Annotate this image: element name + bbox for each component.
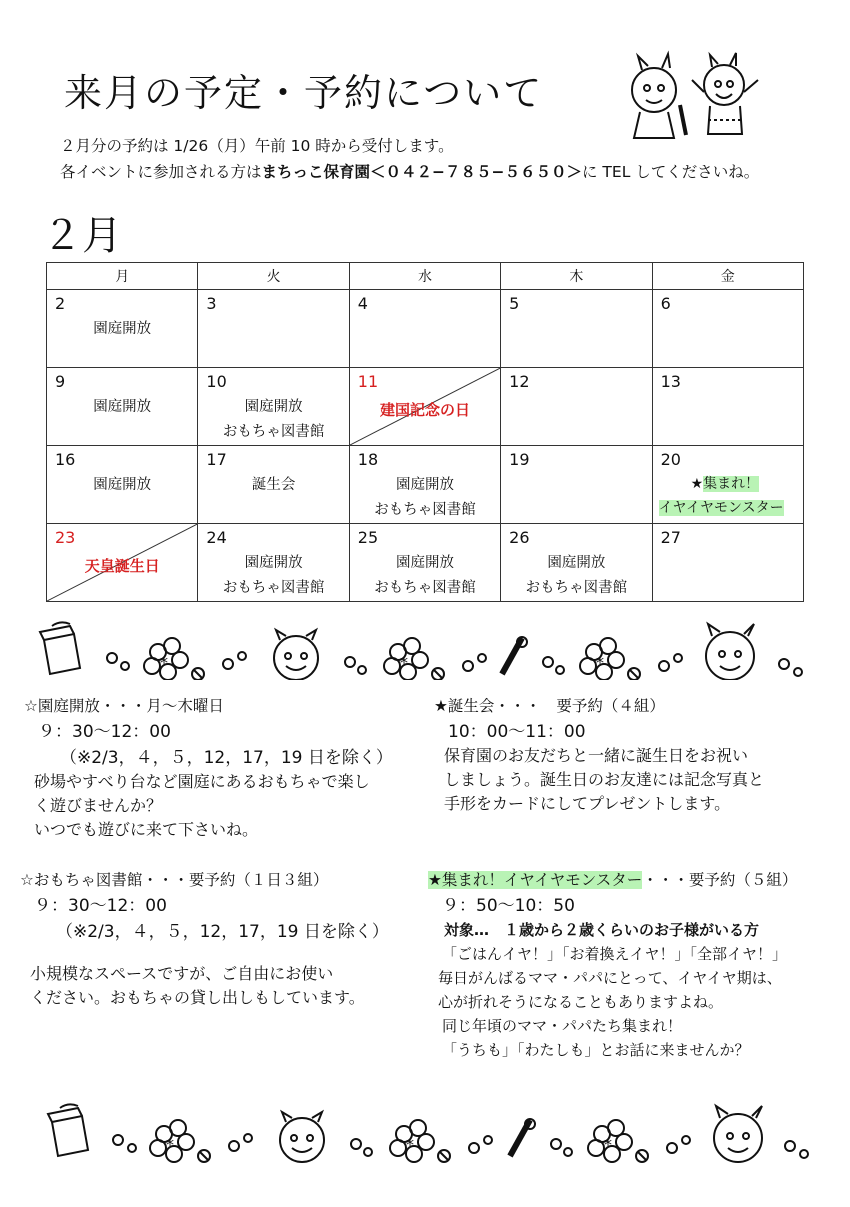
day-number: 26 [509, 528, 530, 547]
weekday-fri: 金 [652, 263, 803, 290]
star-mark: ★ [690, 476, 704, 492]
toy-library-body: ください。おもちゃの貸し出しもしています。 [30, 988, 365, 1007]
calendar-day-cell [349, 446, 500, 524]
birthday-heading: ★誕生会・・・ 要予約（４組） [434, 697, 665, 715]
monster-target: 対象… １歳から２歳くらいのお子様がいる方 [444, 921, 760, 939]
nursery-phone: まちっこ保育園＜０４２−７８５−５６５０＞ [261, 163, 582, 181]
day-event: おもちゃ図書館 [222, 424, 325, 440]
day-number: 25 [357, 528, 379, 547]
birthday-section [434, 694, 764, 816]
calendar-table [46, 262, 804, 602]
calendar-day-cell [652, 290, 803, 368]
day-number: 18 [357, 450, 379, 469]
calendar-day-cell [47, 446, 198, 524]
monster-body: 「ごはんイヤ！」「お着換えイヤ！」「全部イヤ！」 [442, 945, 788, 963]
intro-contact-post: に TEL してくださいね。 [582, 163, 760, 181]
calendar-week-row [47, 524, 804, 602]
decorative-border-bottom [0, 1098, 850, 1164]
toy-library-note: （※2/3，４，５，12，17，19 日を除く） [56, 922, 389, 942]
calendar-day-cell [501, 290, 652, 368]
day-number: 10 [206, 372, 227, 391]
day-number: 5 [509, 294, 520, 313]
garden-open-time: ９：30〜12：00 [38, 722, 171, 742]
day-number: 9 [55, 372, 66, 391]
toy-library-section [20, 868, 389, 1010]
monster-heading-rest: ・・・要予約（５組） [642, 871, 798, 889]
calendar-day-cell [47, 368, 198, 446]
garden-open-body: いつでも遊びに来て下さいね。 [34, 820, 259, 839]
plum-flower-icon [144, 638, 188, 680]
day-number: 19 [509, 450, 530, 469]
day-number: 12 [509, 372, 530, 391]
monster-heading [428, 868, 797, 892]
decorative-border-top [0, 618, 850, 680]
day-event: 園庭開放 [244, 555, 303, 571]
monster-section [428, 868, 797, 1062]
masu-box-icon [40, 622, 80, 674]
holiday-label: 建国記念の日 [379, 401, 470, 419]
calendar-day-cell [198, 446, 349, 524]
svg-text:*: * [406, 1135, 414, 1154]
garden-open-section [24, 694, 393, 842]
monster-body: 「うちも」「わたしも」とお話に来ませんか？ [442, 1041, 750, 1059]
birthday-body: 保育園のお友だちと一緒に誕生日をお祝い [444, 746, 749, 765]
calendar-day-cell [652, 446, 803, 524]
calendar-day-cell [349, 290, 500, 368]
birthday-body: 手形をカードにしてプレゼントします。 [444, 794, 731, 813]
calendar-day-cell [349, 524, 500, 602]
garden-open-body: く遊びませんか？ [34, 796, 163, 815]
day-number: 23 [55, 528, 76, 547]
toy-library-time: ９：30〜12：00 [34, 896, 167, 916]
svg-text:*: * [400, 653, 408, 672]
day-number: 4 [357, 294, 368, 313]
monster-body: 同じ年頃のママ・パパたち集まれ！ [442, 1017, 683, 1035]
calendar-day-cell [198, 290, 349, 368]
calendar-week-row [47, 368, 804, 446]
calendar-day-cell [501, 368, 652, 446]
monster-body: 心が折れそうになることもありますよね。 [438, 993, 724, 1011]
day-event: おもちゃ図書館 [525, 580, 628, 596]
calendar-holiday-cell [349, 368, 500, 446]
weekday-tue: 火 [198, 263, 349, 290]
weekday-thu: 木 [501, 263, 652, 290]
garden-open-note: （※2/3，４，５，12，17，19 日を除く） [60, 748, 393, 768]
calendar-day-cell [47, 290, 198, 368]
calendar-day-cell [198, 368, 349, 446]
holiday-label: 天皇誕生日 [84, 557, 160, 575]
garden-open-heading: ☆園庭開放・・・月〜木曜日 [24, 697, 224, 715]
birthday-time: 10：00〜11：00 [448, 722, 586, 742]
weekday-mon: 月 [47, 263, 198, 290]
kanabo-club-icon [510, 1119, 535, 1156]
day-number: 11 [357, 372, 379, 391]
toy-library-heading: ☆おもちゃ図書館・・・要予約（１日３組） [20, 871, 329, 889]
day-event: 園庭開放 [395, 555, 454, 571]
day-event: おもちゃ図書館 [374, 502, 476, 518]
garden-open-body: 砂場やすべり台など園庭にあるおもちゃで楽し [34, 772, 370, 791]
calendar-week-row [47, 290, 804, 368]
day-event: 園庭開放 [244, 399, 303, 415]
monster-body: 毎日がんばるママ・パパにとって、イヤイヤ期は、 [438, 969, 782, 987]
day-number: 27 [660, 528, 681, 547]
day-event: 園庭開放 [93, 399, 152, 415]
oni-face-icon [274, 630, 318, 680]
intro-reservation-line: ２月分の予約は 1/26（月）午前 10 時から受付します。 [60, 137, 454, 155]
kanabo-club-icon [502, 637, 527, 674]
day-number: 3 [206, 294, 217, 313]
day-event-special [659, 497, 784, 517]
page-title: 来月の予定・予約について [64, 71, 544, 115]
oni-face-icon [280, 1112, 324, 1162]
day-event: 園庭開放 [93, 321, 152, 337]
svg-text:*: * [160, 653, 168, 672]
highlight-text: 集まれ！ [703, 476, 760, 492]
day-event: おもちゃ図書館 [222, 580, 325, 596]
day-event: おもちゃ図書館 [374, 580, 476, 596]
day-number: 16 [55, 450, 76, 469]
day-number: 6 [660, 294, 671, 313]
calendar-day-cell [198, 524, 349, 602]
calendar-holiday-cell [47, 524, 198, 602]
plum-flower-icon [150, 1120, 194, 1162]
svg-text:*: * [166, 1135, 174, 1154]
highlight-text: イヤイヤモンスター [658, 500, 784, 516]
monster-heading-highlight: ★集まれ！イヤイヤモンスター [428, 871, 643, 889]
day-event: 園庭開放 [93, 477, 152, 493]
intro-contact-pre: 各イベントに参加される方は [60, 163, 262, 181]
day-number: 20 [660, 450, 681, 469]
day-event-special [691, 473, 760, 493]
day-number: 2 [55, 294, 66, 313]
month-label: ２月 [42, 213, 122, 259]
toy-library-body: 小規模なスペースですが、ご自由にお使い [30, 964, 334, 983]
weekday-wed: 水 [349, 263, 500, 290]
weekday-header-row [47, 263, 804, 290]
calendar-day-cell [501, 446, 652, 524]
intro-contact-line [60, 160, 759, 182]
birthday-body: しましょう。誕生日のお友達には記念写真と [444, 770, 765, 789]
calendar-week-row [47, 446, 804, 524]
calendar-day-cell [652, 524, 803, 602]
day-number: 24 [206, 528, 227, 547]
day-number: 13 [660, 372, 681, 391]
calendar-day-cell [501, 524, 652, 602]
monster-time: ９：50〜10：50 [442, 896, 575, 916]
day-number: 17 [206, 450, 227, 469]
calendar-day-cell [652, 368, 803, 446]
day-event: 園庭開放 [547, 555, 606, 571]
svg-text:*: * [596, 653, 604, 672]
day-event: 誕生会 [251, 477, 296, 493]
masu-box-icon [48, 1104, 88, 1156]
oni-illustration [612, 50, 772, 145]
svg-text:*: * [604, 1135, 612, 1154]
day-event: 園庭開放 [395, 477, 454, 493]
